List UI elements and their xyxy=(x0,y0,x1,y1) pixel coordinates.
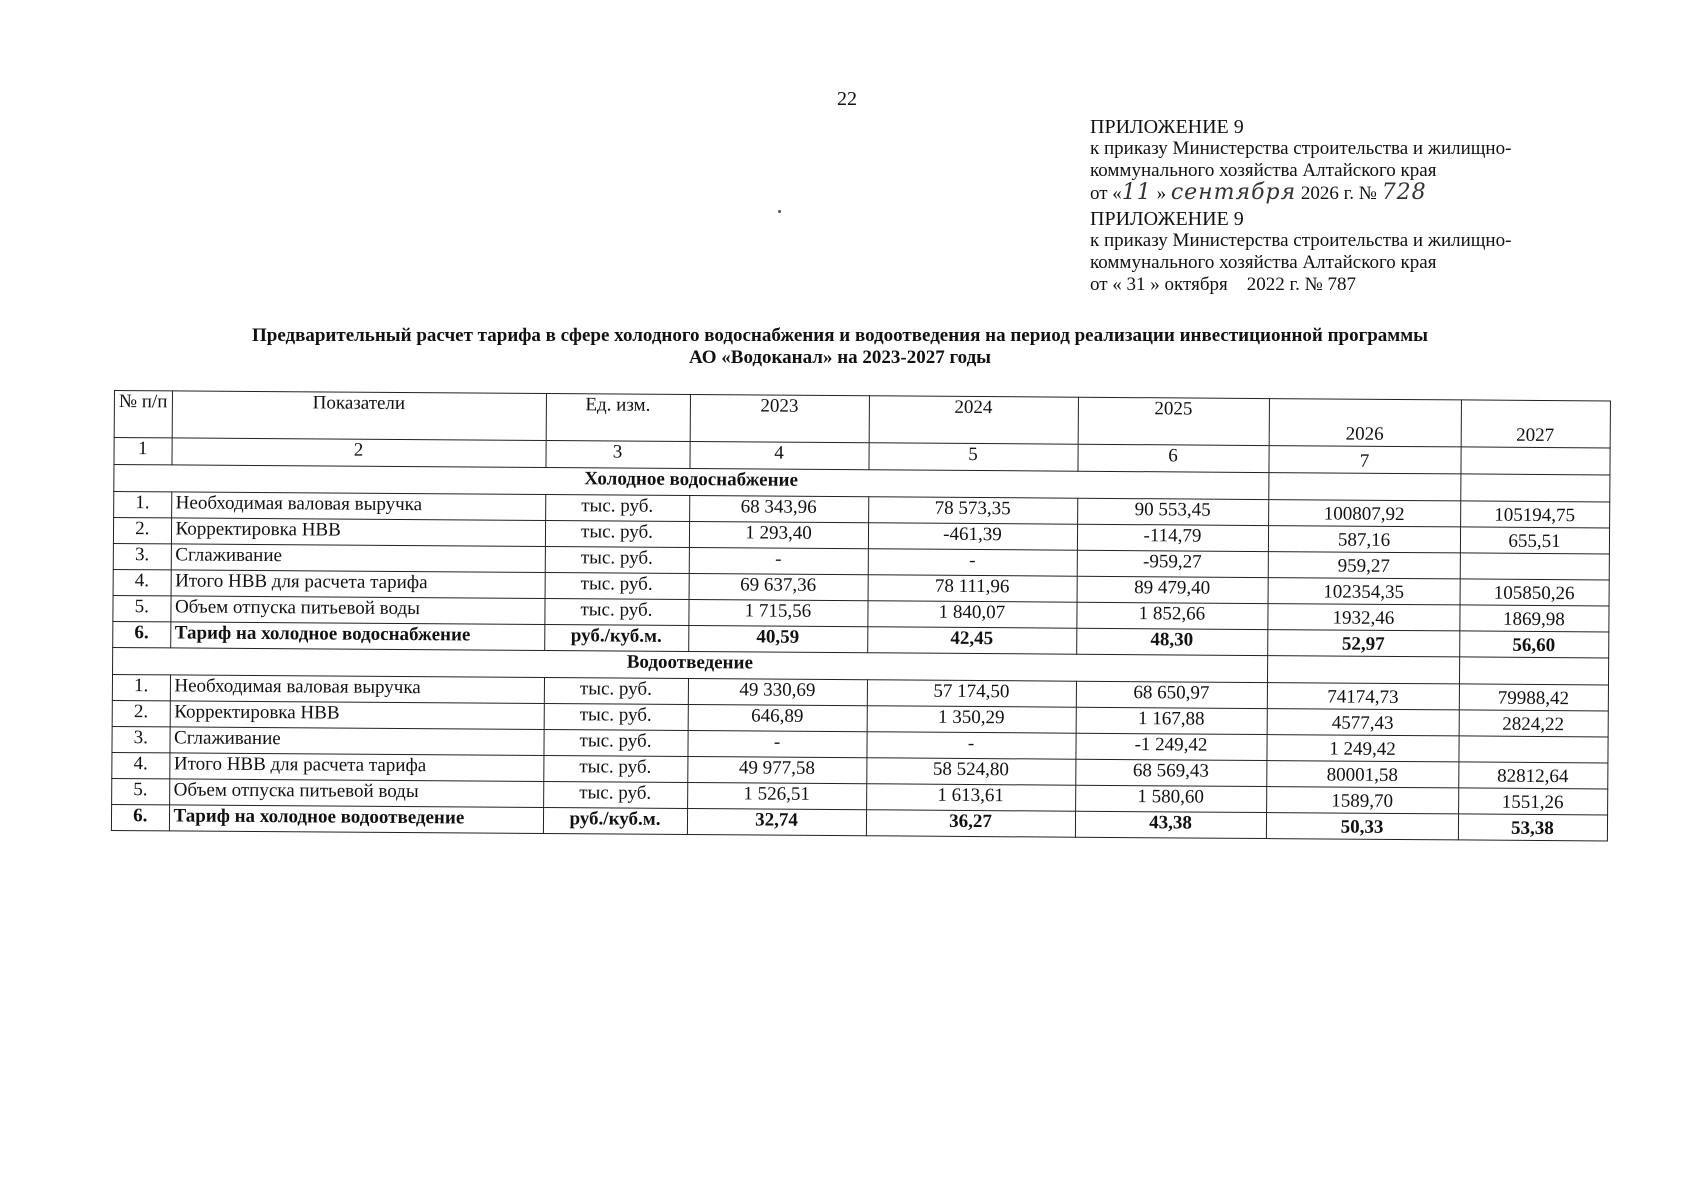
appendix-order-line2: коммунального хозяйства Алтайского края xyxy=(1090,160,1437,181)
value-2023: - xyxy=(687,731,866,758)
row-indicator: Итого НВВ для расчета тарифа xyxy=(171,570,545,599)
value-2025: 1 852,66 xyxy=(1076,602,1267,629)
value-2023: 49 330,69 xyxy=(688,679,867,706)
row-unit: руб./куб.м. xyxy=(543,808,687,835)
value-2024: 78 111,96 xyxy=(868,575,1077,602)
value-2023: - xyxy=(689,548,868,575)
value-2027: 1869,98 xyxy=(1459,605,1608,632)
value-2025: 1 167,88 xyxy=(1076,707,1267,734)
header-year-2024: 2024 xyxy=(869,396,1078,444)
header-year-2023: 2023 xyxy=(690,395,869,443)
value-2025: -1 249,42 xyxy=(1075,733,1266,760)
value-2025: 89 479,40 xyxy=(1077,576,1268,603)
value-2025: 48,30 xyxy=(1076,628,1267,655)
value-2027 xyxy=(1458,736,1607,763)
row-number: 6. xyxy=(113,621,171,647)
row-unit: тыс. руб. xyxy=(545,547,689,574)
row-number: 5. xyxy=(113,595,171,621)
row-indicator: Объем отпуска питьевой воды xyxy=(169,779,543,808)
section-title: Холодное водоснабжение xyxy=(114,465,1269,500)
row-unit: тыс. руб. xyxy=(544,704,688,731)
row-unit: тыс. руб. xyxy=(545,521,689,548)
header-indicator: Показатели xyxy=(172,391,546,441)
row-indicator: Необходимая валовая выручка xyxy=(171,492,545,521)
row-unit: руб./куб.м. xyxy=(544,625,688,652)
row-unit: тыс. руб. xyxy=(543,730,687,757)
row-number: 1. xyxy=(114,492,172,518)
row-number: 2. xyxy=(113,518,171,544)
handwritten-month: сентября xyxy=(1170,180,1297,205)
row-number: 5. xyxy=(112,778,170,804)
value-2027: 105850,26 xyxy=(1460,579,1609,606)
header-no: № п/п xyxy=(114,391,172,438)
handwritten-order-number: 728 xyxy=(1381,180,1427,205)
row-number: 3. xyxy=(112,726,170,752)
empty-cell xyxy=(1459,657,1608,685)
appendix-date-line: от « 31 » октября 2022 г. № 787 xyxy=(1090,274,1357,295)
appendix-title: ПРИЛОЖЕНИЕ 9 xyxy=(1090,116,1244,138)
col-number-5: 5 xyxy=(868,443,1077,471)
date-mid: » xyxy=(1151,183,1171,204)
value-2025: 90 553,45 xyxy=(1077,498,1268,525)
value-2027: 655,51 xyxy=(1460,527,1609,554)
value-2023: 49 977,58 xyxy=(687,757,866,784)
value-2027: 1551,26 xyxy=(1458,788,1607,815)
row-number: 3. xyxy=(113,543,171,569)
value-2024: 36,27 xyxy=(866,810,1075,837)
row-number: 6. xyxy=(111,804,169,830)
value-2024: 1 840,07 xyxy=(867,601,1076,628)
value-2027: 79988,42 xyxy=(1459,684,1608,711)
tariff-table-body xyxy=(111,391,1610,841)
row-indicator: Итого НВВ для расчета тарифа xyxy=(169,753,543,782)
value-2023: 68 343,96 xyxy=(689,496,868,523)
value-2024: 42,45 xyxy=(867,627,1076,654)
appendix-block-2022 xyxy=(1090,208,1650,296)
value-2026: 80001,58 xyxy=(1266,761,1458,788)
tariff-table xyxy=(111,390,1611,841)
value-2024: 78 573,35 xyxy=(868,497,1077,524)
value-2026: 52,97 xyxy=(1267,630,1459,657)
appendix-date-line xyxy=(1090,182,1650,205)
value-2025: 1 580,60 xyxy=(1075,785,1266,812)
value-2027: 105194,75 xyxy=(1460,501,1609,528)
value-2027: 2824,22 xyxy=(1459,710,1608,737)
row-unit: тыс. руб. xyxy=(545,495,689,522)
value-2026: 587,16 xyxy=(1268,526,1460,553)
row-number: 1. xyxy=(112,674,170,700)
appendix-order-line1: к приказу Министерства строительства и жилищно- xyxy=(1090,138,1512,159)
row-indicator: Объем отпуска питьевой воды xyxy=(170,596,544,625)
header-year-2026: 2026 xyxy=(1269,399,1461,447)
value-2026: 1589,70 xyxy=(1266,787,1458,814)
col-number-7: 7 xyxy=(1268,446,1460,474)
value-2027: 53,38 xyxy=(1458,814,1607,841)
value-2023: 69 637,36 xyxy=(689,574,868,601)
header-year-2025: 2025 xyxy=(1078,397,1269,445)
row-unit: тыс. руб. xyxy=(543,756,687,783)
value-2027: 82812,64 xyxy=(1458,762,1607,789)
date-year: 2026 г. № xyxy=(1296,183,1382,204)
value-2025: -959,27 xyxy=(1077,550,1268,577)
value-2023: 32,74 xyxy=(687,809,866,836)
value-2024: 1 350,29 xyxy=(867,706,1076,733)
value-2024: 57 174,50 xyxy=(867,680,1076,707)
value-2026: 959,27 xyxy=(1268,552,1460,579)
value-2026: 100807,92 xyxy=(1268,500,1460,527)
value-2026: 4577,43 xyxy=(1267,709,1459,736)
value-2024: - xyxy=(866,732,1075,759)
row-unit: тыс. руб. xyxy=(544,678,688,705)
row-number: 4. xyxy=(113,569,171,595)
document-title-line1: Предварительный расчет тарифа в сфере холодного водоснабжения и водоотведения на период реализации инвестиционной программы xyxy=(251,325,1429,346)
col-number-6: 6 xyxy=(1077,444,1268,472)
col-number-8 xyxy=(1460,447,1609,475)
row-indicator: Тариф на холодное водоотведение xyxy=(169,805,543,834)
value-2025: 68 569,43 xyxy=(1075,759,1266,786)
col-number-3: 3 xyxy=(545,441,689,469)
row-unit: тыс. руб. xyxy=(543,782,687,809)
value-2026: 1932,46 xyxy=(1267,604,1459,631)
row-number: 2. xyxy=(112,700,170,726)
value-2023: 1 715,56 xyxy=(688,600,867,627)
date-prefix: от « xyxy=(1090,183,1122,204)
page-number: 22 xyxy=(837,88,857,110)
value-2025: 68 650,97 xyxy=(1076,681,1267,708)
value-2026: 102354,35 xyxy=(1268,578,1460,605)
row-indicator: Сглаживание xyxy=(171,544,545,573)
scan-speck xyxy=(778,210,781,213)
empty-cell xyxy=(1267,656,1459,684)
row-indicator: Корректировка НВВ xyxy=(170,701,544,730)
row-indicator: Необходимая валовая выручка xyxy=(170,675,544,704)
row-indicator: Корректировка НВВ xyxy=(171,518,545,547)
row-unit: тыс. руб. xyxy=(544,599,688,626)
handwritten-day: 11 xyxy=(1121,180,1152,205)
col-number-4: 4 xyxy=(689,442,868,470)
document-title xyxy=(100,325,1580,369)
value-2027: 56,60 xyxy=(1459,631,1608,658)
value-2026: 1 249,42 xyxy=(1266,735,1458,762)
appendix-title: ПРИЛОЖЕНИЕ 9 xyxy=(1090,208,1244,230)
value-2026: 50,33 xyxy=(1266,813,1458,840)
value-2025: -114,79 xyxy=(1077,524,1268,551)
row-number: 4. xyxy=(112,752,170,778)
value-2025: 43,38 xyxy=(1075,811,1266,838)
value-2024: 1 613,61 xyxy=(866,784,1075,811)
appendix-order-line2: коммунального хозяйства Алтайского края xyxy=(1090,252,1437,273)
value-2027 xyxy=(1460,553,1609,580)
value-2023: 1 293,40 xyxy=(689,522,868,549)
row-indicator: Тариф на холодное водоснабжение xyxy=(170,622,544,651)
value-2023: 1 526,51 xyxy=(687,783,866,810)
header-year-2027: 2027 xyxy=(1461,400,1610,448)
value-2024: 58 524,80 xyxy=(866,758,1075,785)
header-unit: Ед. изм. xyxy=(546,394,690,442)
section-title: Водоотведение xyxy=(113,647,1268,682)
col-number-2: 2 xyxy=(171,438,545,468)
appendix-order-line1: к приказу Министерства строительства и жилищно- xyxy=(1090,230,1512,251)
value-2023: 40,59 xyxy=(688,626,867,653)
empty-cell xyxy=(1460,474,1609,502)
empty-cell xyxy=(1268,473,1460,501)
col-number-1: 1 xyxy=(114,438,172,465)
value-2024: - xyxy=(868,549,1077,576)
value-2026: 74174,73 xyxy=(1267,683,1459,710)
value-2023: 646,89 xyxy=(688,705,867,732)
row-unit: тыс. руб. xyxy=(545,573,689,600)
row-indicator: Сглаживание xyxy=(169,727,543,756)
document-title-line2: АО «Водоканал» на 2023-2027 годы xyxy=(688,347,992,368)
value-2024: -461,39 xyxy=(868,523,1077,550)
appendix-block-2026 xyxy=(1090,116,1650,205)
